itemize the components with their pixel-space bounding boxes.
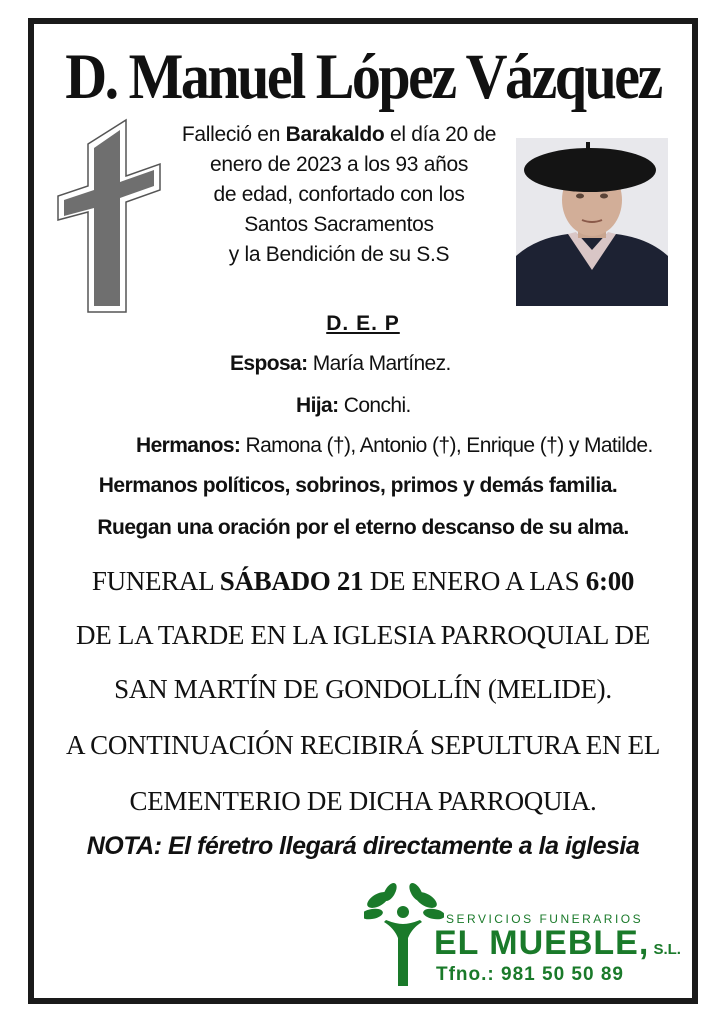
funeral-line-5: CEMENTERIO DE DICHA PARROQUIA.: [129, 786, 597, 816]
siblings-names: Ramona (†), Antonio (†), Enrique (†) y Matilde.: [240, 434, 653, 457]
intro-line-3: de edad, confortado con los: [213, 183, 465, 206]
daughter-line: Hija: Conchi.: [296, 394, 411, 417]
funeral-time: 6:00: [585, 566, 635, 596]
funeral-line-4: A CONTINUACIÓN RECIBIRÁ SEPULTURA EN EL: [65, 730, 661, 760]
prayer-request: Ruegan una oración por el eterno descanso de su alma.: [97, 516, 629, 539]
funeral-home-logo: [364, 882, 684, 990]
deceased-photo: [516, 138, 668, 306]
wife-name: María Martínez.: [307, 352, 451, 375]
funeral-line-2: DE LA TARDE EN LA IGLESIA PARROQUIAL DE: [76, 620, 650, 650]
logo-suffix: S.L.: [649, 941, 681, 958]
deceased-name: D. Manuel López Vázquez: [65, 39, 661, 113]
cross-icon: [54, 116, 164, 316]
intro-line-2: enero de 2023 a los 93 años: [209, 153, 469, 176]
funeral-date: SÁBADO 21: [219, 566, 364, 596]
nota-line: NOTA: El féretro llegará directamente a la iglesia: [86, 832, 640, 860]
tree-person-logo-icon: [364, 882, 444, 990]
other-family-line: Hermanos políticos, sobrinos, primos y demás familia.: [98, 474, 618, 497]
funeral-line-1: FUNERAL SÁBADO 21 DE ENERO A LAS 6:00: [91, 566, 635, 596]
intro-line-5: y la Bendición de su S.S: [228, 243, 450, 266]
dep-heading: D. E. P: [326, 312, 400, 335]
logo-name: EL MUEBLE, S.L.: [434, 924, 681, 962]
intro-line-4: Santos Sacramentos: [244, 213, 434, 236]
intro-line-1: Falleció en Barakaldo el día 20 de: [181, 123, 497, 146]
death-announcement: [154, 120, 524, 270]
logo-subtitle: SERVICIOS FUNERARIOS: [446, 912, 644, 926]
death-place: Barakaldo: [285, 123, 385, 146]
wife-line: Esposa: María Martínez.: [230, 352, 451, 375]
obituary-frame: [28, 18, 698, 1004]
daughter-name: Conchi.: [338, 394, 411, 417]
logo-phone: Tfno.: 981 50 50 89: [436, 964, 624, 985]
siblings-line: Hermanos: Ramona (†), Antonio (†), Enrique (†) y Matilde.: [136, 434, 653, 457]
funeral-line-3: SAN MARTÍN DE GONDOLLÍN (MELIDE).: [114, 674, 612, 704]
